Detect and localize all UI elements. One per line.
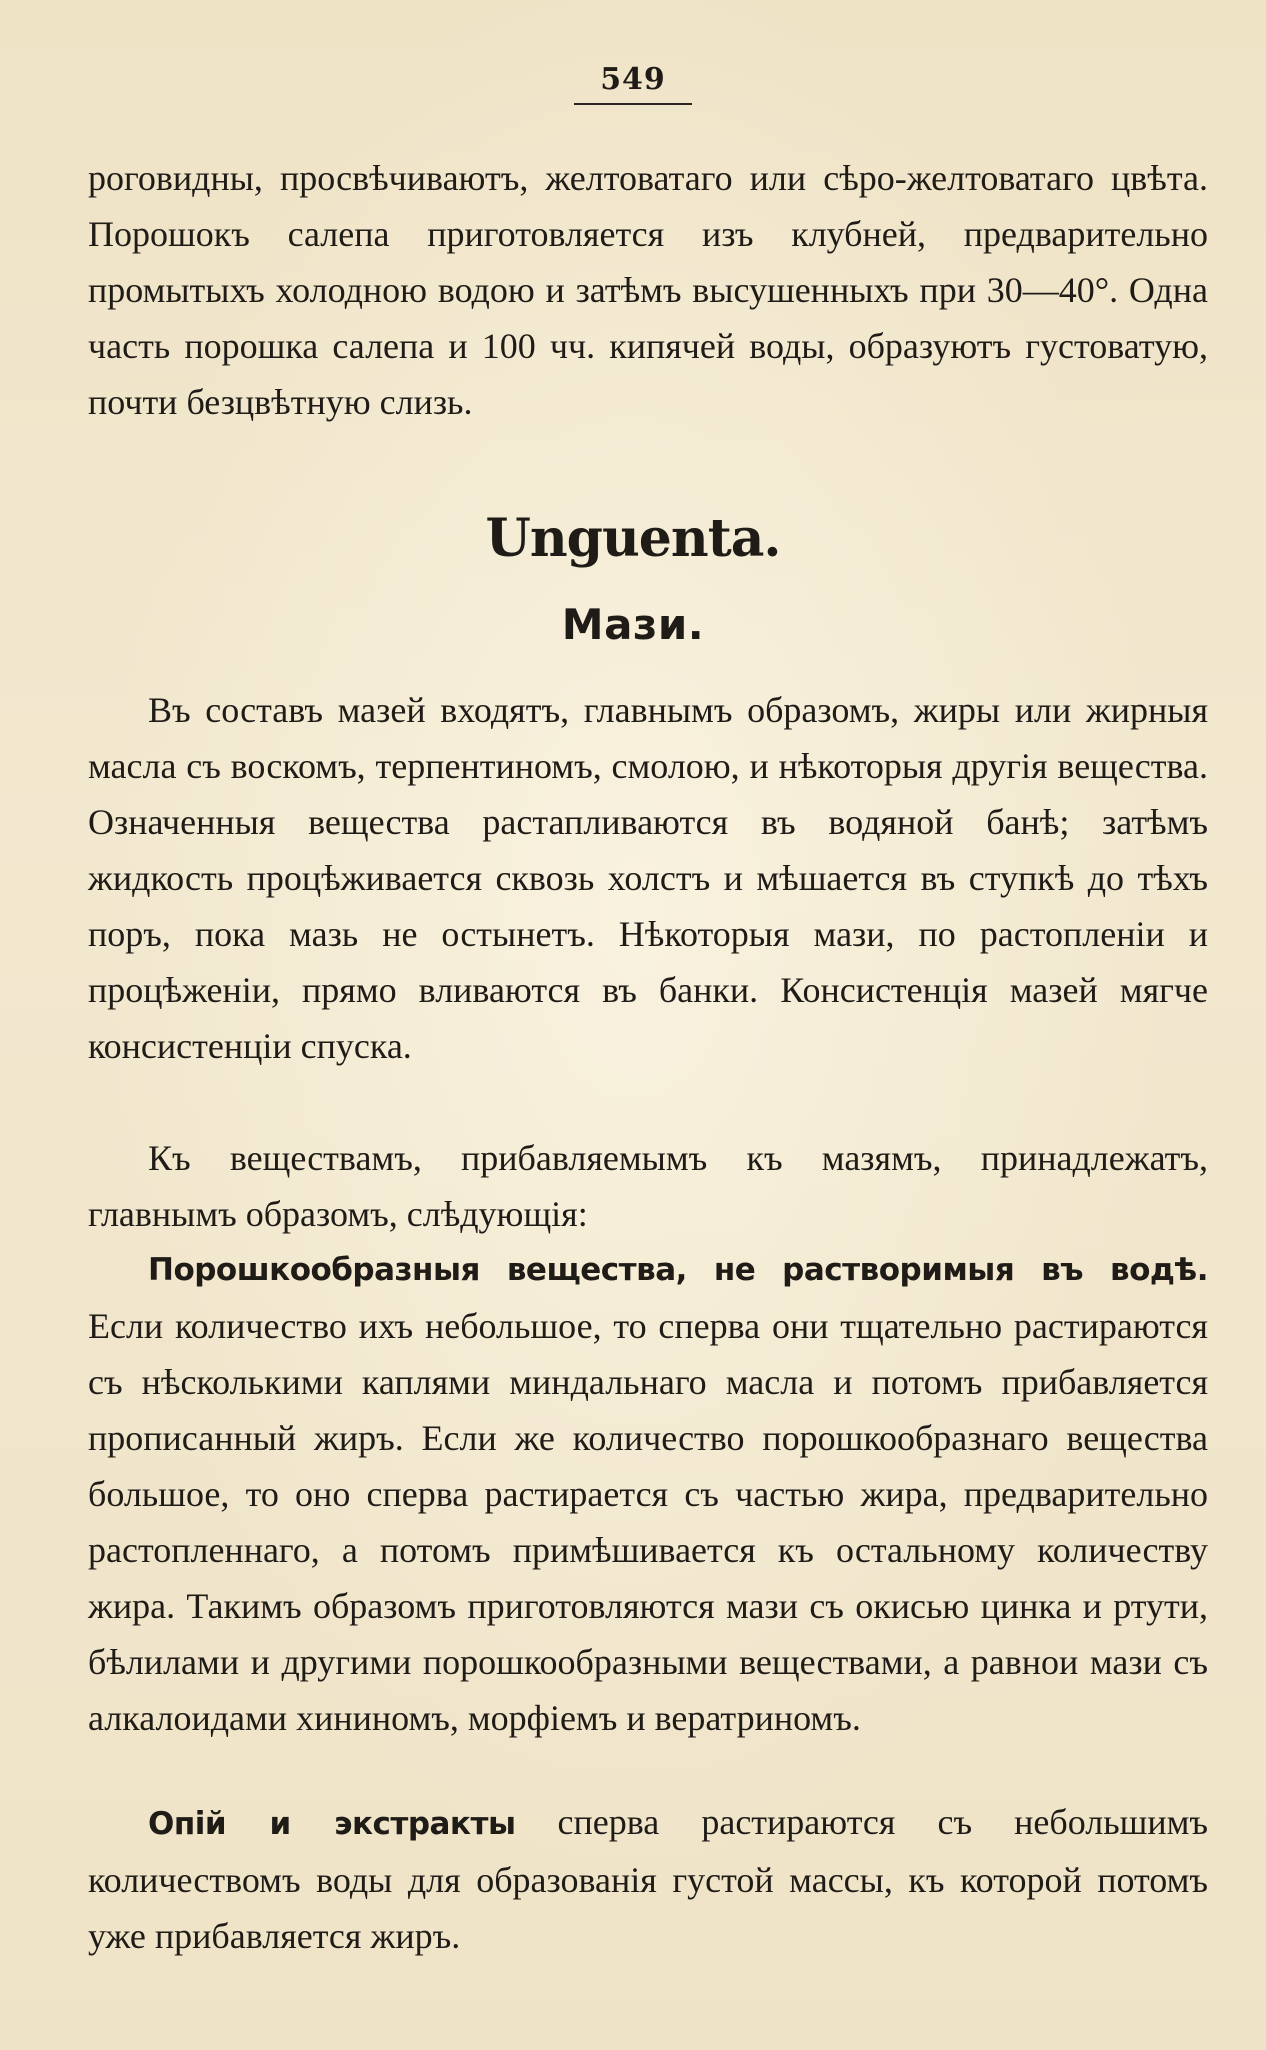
opium-paragraph-lead: Опій и экстракты <box>148 1806 516 1842</box>
main-paragraph <box>88 682 1208 1074</box>
intro-paragraph <box>88 150 1208 430</box>
powder-paragraph-text: Если количество ихъ небольшое, то сперва они тщательно растираются съ нѣсколькими каплями миндальнаго масла и потомъ прибавляется прописанный жиръ. Если же количество порошкообразнаго вещества большое, то оно сперва растирается съ частью жира, предварительно растопленнаго, а потомъ примѣшивается къ остальному количеству жира. Такимъ образомъ приготовляются мази съ окисью цинка и ртути, бѣлилами и другими порошкообразными веществами, а равнои мази съ алкалоидами хининомъ, морфіемъ и вератриномъ. <box>88 1306 1208 1738</box>
powder-paragraph <box>88 1240 1208 1746</box>
powder-paragraph-body <box>88 1240 1208 1746</box>
opium-paragraph-text: сперва растираются съ небольшимъ количествомъ воды для образованія густой массы, къ которой потомъ уже прибавляется жиръ. <box>88 1802 1208 1956</box>
section-title-russian: Мази. <box>561 600 705 649</box>
powder-paragraph-lead: Порошкообразныя вещества, не растворимыя въ водѣ. <box>148 1252 1208 1288</box>
opium-paragraph <box>88 1794 1208 1964</box>
page-header <box>0 62 1266 105</box>
section-title-latin: Unguenta. <box>485 508 781 569</box>
additives-paragraph-text: Къ веществамъ, прибавляемымъ къ мазямъ, принадлежатъ, главнымъ образомъ, слѣдующія: <box>88 1138 1208 1234</box>
page-number: 549 <box>574 62 692 105</box>
intro-paragraph-text: роговидны, просвѣчиваютъ, желтоватаго или сѣро-желтоватаго цвѣта. Порошокъ салепа приготовляется изъ клубней, предварительно промытыхъ холодною водою и затѣмъ высушенныхъ при 30—40°. Одна часть порошка салепа и 100 чч. кипячей воды, образуютъ густоватую, почти безцвѣтную слизь. <box>88 158 1208 422</box>
opium-paragraph-body <box>88 1794 1208 1964</box>
main-paragraph-text: Въ составъ мазей входятъ, главнымъ образомъ, жиры или жирныя масла съ воскомъ, терпентиномъ, смолою, и нѣкоторыя другія вещества. Означенныя вещества растапливаются въ водяной банѣ; затѣмъ жидкость процѣживается сквозь холстъ и мѣшается въ ступкѣ до тѣхъ поръ, пока мазь не остынетъ. Нѣкоторыя мази, по растопленіи и процѣженіи, прямо вливаются въ банки. Консистенція мазей мягче консистенціи спуска. <box>88 690 1208 1066</box>
additives-paragraph <box>88 1130 1208 1242</box>
